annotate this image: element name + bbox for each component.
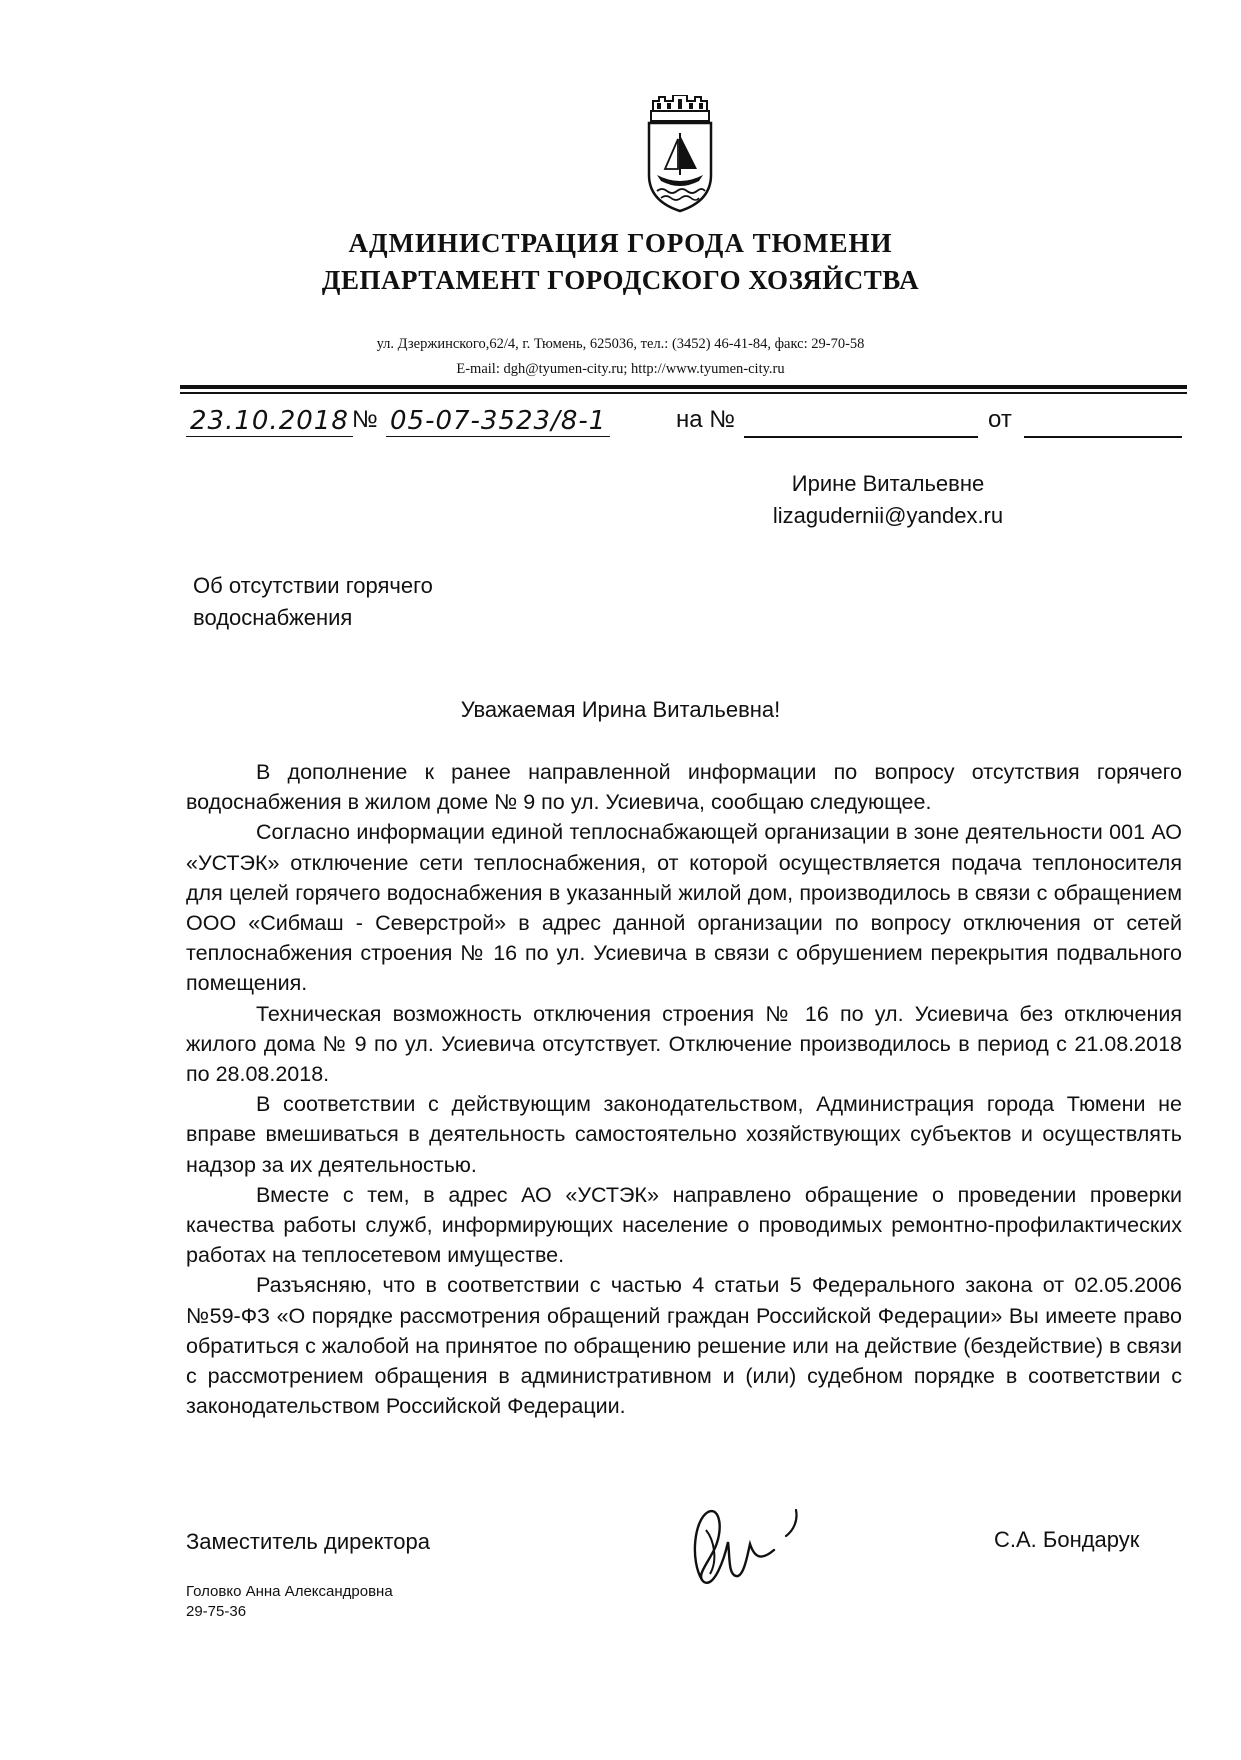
handwritten-signature-icon [684,1490,814,1600]
header-divider [180,385,1187,389]
executor-block [186,1582,393,1622]
signatory-role: Заместитель директора [186,1529,430,1554]
registration-number-label: № [352,406,378,433]
body-paragraph: Разъясняю, что в соответствии с частью 4 статьи 5 Федерального закона от 02.05.2006 №59-ФЗ «О порядке рассмотрения обращений граждан Российской Федерации» Вы имеете право обратиться с жалобой на принятое по обращению решение или на действие (бездействие) в связи с рассмотрением обращения в административном и (или) судебном порядке в соответствии с законодательством Российской Федерации. [186,1273,1182,1419]
recipient-block [718,468,1058,532]
registration-number-value: 05-07-3523/8-1 [386,406,610,437]
recipient-email: lizagudernii@yandex.ru [772,503,1004,528]
body-paragraph: В дополнение к ранее направленной информации по вопросу отсутствия горячего водоснабжения в жилом доме № 9 по ул. Усиевича, сообщаю следующее. [186,760,1182,815]
body-paragraph: Техническая возможность отключения строения № 16 по ул. Усиевича без отключения жилого дома № 9 по ул. Усиевича отсутствует. Отключение производилось в период с 21.08.2018 по 28.08.2018. [186,1001,1182,1087]
reply-to-label: на № [676,406,736,433]
letter-subject: Об отсутствии горячего водоснабжения [193,573,433,630]
salutation: Уважаемая Ирина Витальевна! [460,697,781,722]
body-paragraph: В соответствии с действующим законодательством, Администрация города Тюмени не вправе вмешиваться в деятельность самостоятельно хозяйствующих субъектов и осуществлять надзор за их деятельностью. [186,1092,1182,1177]
department-name: ДЕПАРТАМЕНТ ГОРОДСКОГО ХОЗЯЙСТВА [321,265,920,295]
signatory-name: С.А. Бондарук [994,1527,1140,1552]
organization-name: АДМИНИСТРАЦИЯ ГОРОДА ТЮМЕНИ [348,228,893,258]
reply-date-blank [1024,436,1182,438]
header-divider-thin [180,392,1187,394]
address-line: ул. Дзержинского,62/4, г. Тюмень, 625036, тел.: (3452) 46-41-84, факс: 29-70-58 [376,336,865,352]
recipient-name: Ирине Витальевне [791,471,985,496]
registration-date [186,406,353,437]
contacts-line: E-mail: dgh@tyumen-city.ru; http://www.tyumen-city.ru [456,361,785,377]
reply-to-blank [744,436,978,438]
executor-name: Головко Анна Александровна [186,1583,393,1600]
body-paragraph: Вместе с тем, в адрес АО «УСТЭК» направлено обращение о проведении проверки качества работы служб, информирующих население о проводимых ремонтно-профилактических работах на теплосетевом имуществе. [186,1182,1182,1268]
registration-date-value: 23.10.2018 [186,406,353,437]
reply-date-label: от [988,406,1012,433]
body-paragraph: Согласно информации единой теплоснабжающей организации в зоне деятельности 001 АО «УСТЭК» отключение сети теплоснабжения, от которой осуществляется подача теплоносителя для целей горячего водоснабжения в указанный жилой дом, производилось в связи с обращением ООО «Сибмаш - Северстрой» в адрес данной организации по вопросу отключения от сетей теплоснабжения строения № 16 по ул. Усиевича в связи с обрушением перекрытия подвального помещения. [186,820,1182,996]
registration-number [386,406,610,437]
letter-body [186,757,1182,1421]
tyumen-coat-of-arms-icon [645,95,715,213]
executor-phone: 29-75-36 [186,1603,247,1620]
